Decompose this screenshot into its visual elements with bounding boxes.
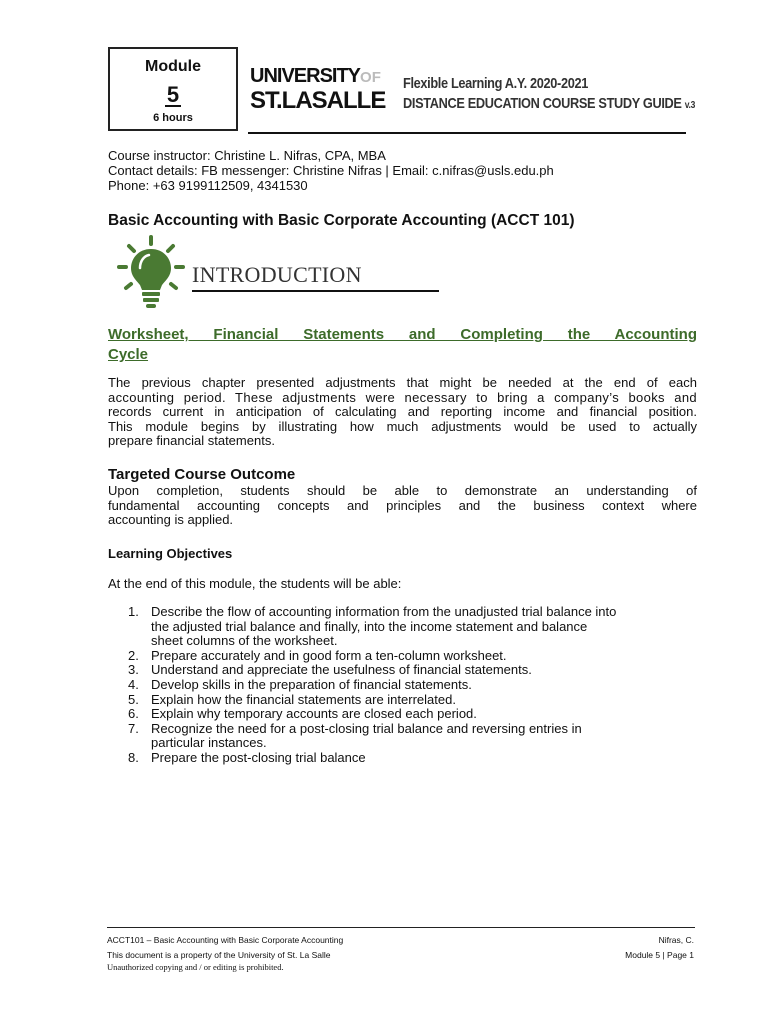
list-item: 5. Explain how the financial statements are interrelated. xyxy=(128,691,456,707)
module-box xyxy=(108,47,238,131)
list-item: 8. Prepare the post-closing trial balance xyxy=(128,749,366,765)
list-item: 4. Develop skills in the preparation of financial statements. xyxy=(128,676,472,692)
instructor-line: Course instructor: Christine L. Nifras, CPA, MBA xyxy=(108,148,386,163)
objectives-list xyxy=(128,605,688,766)
contact-line: Contact details: FB messenger: Christine Nifras | Email: c.nifras@usls.edu.ph xyxy=(108,163,554,178)
footer-page-number: Module 5 | Page 1 xyxy=(625,950,694,960)
footer-property: This document is a property of the University of St. La Salle xyxy=(107,950,331,960)
introduction-underline xyxy=(192,290,439,292)
list-item: 7. Recognize the need for a post-closing trial balance and reversing entries in particular instances. xyxy=(128,720,582,751)
header-divider xyxy=(248,132,686,134)
list-item: 2. Prepare accurately and in good form a ten-column worksheet. xyxy=(128,647,507,663)
learning-objectives-heading: Learning Objectives xyxy=(108,546,233,561)
course-title: Basic Accounting with Basic Corporate Accounting (ACCT 101) xyxy=(108,212,575,229)
intro-paragraph: The previous chapter presented adjustments that might be needed at the end of each accounting period. These adjustments were necessary to bring a company’s books and records current in anticipation of calculating and reporting income and financial position. This module begins by illustrating how much adjustments would be used to actually prepare financial statements. xyxy=(108,375,697,449)
introduction-heading: INTRODUCTION xyxy=(192,262,362,287)
learning-objectives-intro: At the end of this module, the students will be able: xyxy=(108,576,402,591)
footer-divider xyxy=(107,927,695,928)
header-study-guide: DISTANCE EDUCATION COURSE STUDY GUIDE v.3 xyxy=(403,95,695,112)
targeted-outcome-heading: Targeted Course Outcome xyxy=(108,466,296,483)
module-hours: 6 hours xyxy=(153,112,193,124)
phone-line: Phone: +63 9199112509, 4341530 xyxy=(108,178,308,193)
section-title: Worksheet, Financial Statements and Completing the Accounting Cycle xyxy=(108,326,697,363)
list-item: 6. Explain why temporary accounts are closed each period. xyxy=(128,706,477,722)
university-logo: UNIVERSITYOF ST.LASALLE xyxy=(250,65,386,114)
module-number: 5 xyxy=(166,82,180,107)
module-label: Module xyxy=(145,58,201,75)
list-item: 3. Understand and appreciate the usefulness of financial statements. xyxy=(128,662,532,678)
footer-course: ACCT101 – Basic Accounting with Basic Corporate Accounting xyxy=(107,935,344,945)
footer-copyright: Unauthorized copying and / or editing is prohibited. xyxy=(107,962,284,972)
list-item: 1. Describe the flow of accounting information from the unadjusted trial balance into the adjusted trial balance and finally, into the income statement and balance sheet columns of the worksheet. xyxy=(128,604,617,649)
footer-author: Nifras, C. xyxy=(658,935,694,945)
lightbulb-icon xyxy=(116,234,186,310)
header-flexible-learning: Flexible Learning A.Y. 2020-2021 xyxy=(403,75,588,92)
targeted-outcome-text: Upon completion, students should be able to demonstrate an understanding of fundamental accounting concepts and principles and the business context where accounting is applied. xyxy=(108,483,697,528)
